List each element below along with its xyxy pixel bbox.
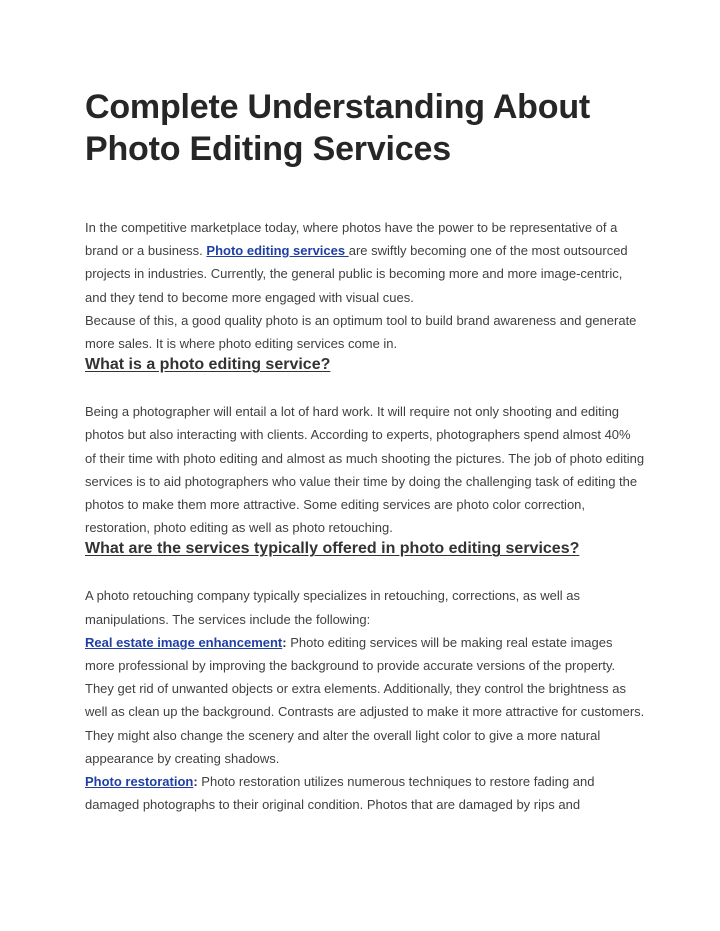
service-item-photo-restoration (85, 770, 645, 816)
section1-body: Being a photographer will entail a lot of hard work. It will require not only shooting and editing photos but also interacting with clients. According to experts, photographers spend almost 40% of their time with photo editing and almost as much shooting the pictures. The job of photo editing services is to aid photographers who value their time by doing the challenging task of editing the photos to make them more attractive. Some editing services are photo color correction, restoration, photo editing as well as photo retouching. (85, 404, 645, 536)
section2-intro: A photo retouching company typically specializes in retouching, corrections, as well as manipulations. The services include the following: (85, 588, 580, 627)
service-item-text: Photo restoration utilizes numerous techniques to restore fading and damaged photographs to their original condition. Photos that are damaged by rips and (85, 774, 595, 813)
intro-second-paragraph: Because of this, a good quality photo is an optimum tool to build brand awareness and generate more sales. It is where photo editing services come in. (85, 312, 637, 352)
section-heading-services-offered: What are the services typically offered in photo editing services? (85, 540, 580, 558)
intro-text-before-link: In the competitive marketplace today, where photos have the power to be representative of a brand or a business. (85, 220, 618, 259)
photo-editing-services-link[interactable]: Photo editing services (206, 243, 349, 259)
intro-paragraph (85, 216, 645, 309)
service-item-separator: : (282, 634, 287, 650)
document-page (85, 86, 645, 816)
service-item-separator: : (193, 774, 198, 790)
intro-text-after-link: are swiftly becoming one of the most outsourced projects in industries. Currently, the general public is becoming more and more image-centric, and they tend to become more engaged with visual cues. (85, 243, 628, 305)
photo-restoration-link[interactable]: Photo restoration (85, 774, 194, 790)
page-title: Complete Understanding About Photo Editing Services (85, 88, 591, 168)
service-item-real-estate (85, 631, 645, 770)
real-estate-image-enhancement-link[interactable]: Real estate image enhancement (85, 634, 283, 650)
section-heading-what-is: What is a photo editing service? (85, 356, 331, 374)
service-item-text: Photo editing services will be making real estate images more professional by improving the background to provide accurate versions of the property. They get rid of unwanted objects or extra elements. Additionally, they control the brightness as well as clean up the background. Contrasts are adjusted to make it more attractive for customers. They might also change the scenery and alter the overall light color to give a more natural appearance by creating shadows. (85, 634, 645, 766)
